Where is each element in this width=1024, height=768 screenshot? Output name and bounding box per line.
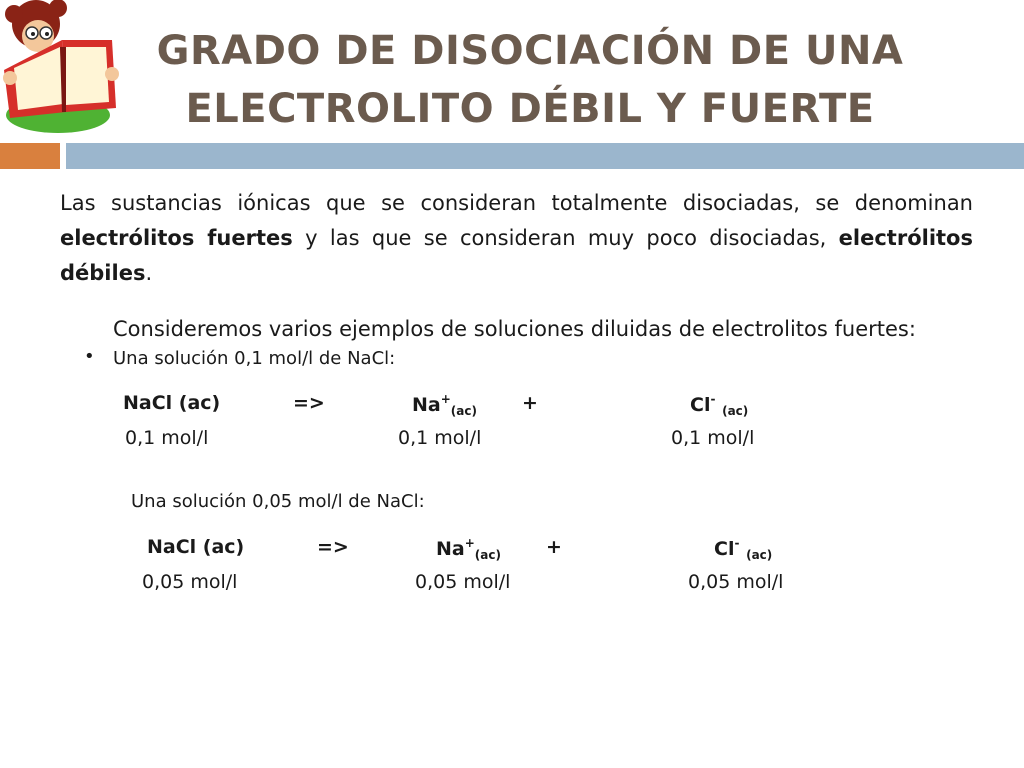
cation-charge: + [464, 536, 475, 550]
title-line-2: ELECTROLITO DÉBIL Y FUERTE [185, 86, 875, 132]
anion-state: (ac) [746, 548, 773, 562]
intro-strong-1: electrólitos fuertes [60, 226, 293, 250]
example-1-arrow: => [293, 392, 325, 414]
intro-strong-2: electrólitos débiles [60, 226, 973, 285]
example-2-cation [436, 536, 501, 562]
accent-bar-orange [0, 143, 60, 169]
anion-symbol: Cl [690, 394, 711, 416]
lead-sentence: Consideremos varios ejemplos de soluciones diluidas de electrolitos fuertes: [113, 317, 916, 341]
example-1-plus: + [522, 392, 538, 414]
example-1-anion [690, 392, 748, 418]
title-line-1: GRADO DE DISOCIACIÓN DE UNA [156, 28, 904, 74]
reading-student-icon [0, 0, 125, 135]
example-2-conc-cation: 0,05 mol/l [415, 571, 511, 593]
example-2-plus: + [546, 536, 562, 558]
bullet-marker: • [84, 346, 95, 367]
intro-paragraph [60, 186, 973, 291]
example-2-heading: Una solución 0,05 mol/l de NaCl: [131, 491, 425, 512]
cation-charge: + [440, 392, 451, 406]
example-1-conc-cation: 0,1 mol/l [398, 427, 482, 449]
cation-symbol: Na [412, 394, 441, 416]
cation-state: (ac) [474, 548, 501, 562]
cation-symbol: Na [436, 538, 465, 560]
example-1-cation [412, 392, 477, 418]
example-2-arrow: => [317, 536, 349, 558]
intro-text-3: . [145, 261, 153, 285]
intro-text-2: y las que se consideran muy poco disociadas, [292, 226, 839, 250]
example-1-conc-reactant: 0,1 mol/l [125, 427, 209, 449]
cation-state: (ac) [450, 404, 477, 418]
anion-charge: - [734, 536, 740, 550]
example-2-reactant: NaCl (ac) [147, 536, 245, 558]
accent-bar-blue [66, 143, 1024, 169]
intro-text-1: Las sustancias iónicas que se consideran totalmente disociadas, se denominan [60, 191, 973, 215]
example-2-conc-anion: 0,05 mol/l [688, 571, 784, 593]
anion-state: (ac) [722, 404, 749, 418]
anion-charge: - [710, 392, 716, 406]
example-2-anion [714, 536, 772, 562]
example-1-reactant: NaCl (ac) [123, 392, 221, 414]
example-1-heading: Una solución 0,1 mol/l de NaCl: [113, 348, 396, 369]
example-1-conc-anion: 0,1 mol/l [671, 427, 755, 449]
anion-symbol: Cl [714, 538, 735, 560]
example-2-conc-reactant: 0,05 mol/l [142, 571, 238, 593]
page-title [130, 22, 930, 138]
